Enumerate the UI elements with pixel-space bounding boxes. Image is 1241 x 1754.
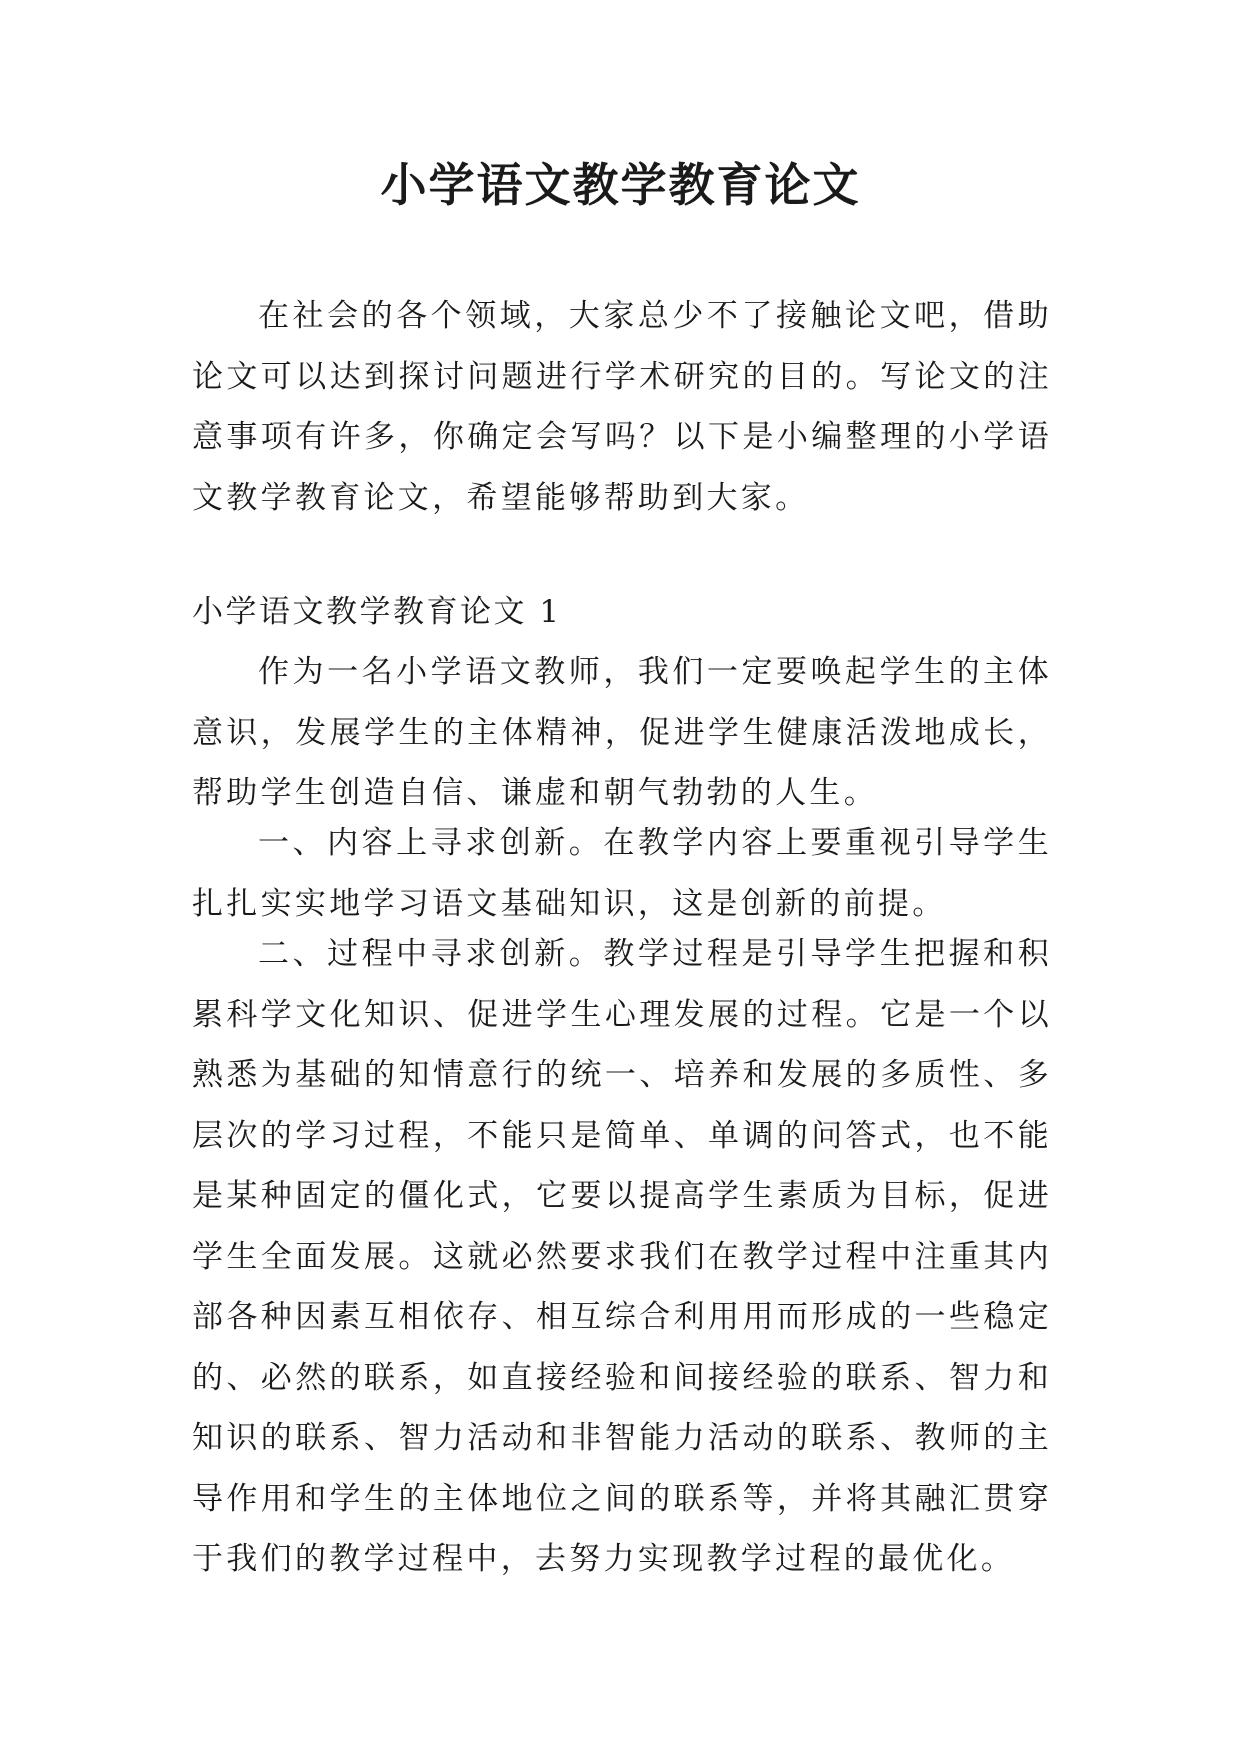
body-paragraph: 二、过程中寻求创新。教学过程是引导学生把握和积累科学文化知识、促进学生心理发展的过程。它是一个以熟悉为基础的知情意行的统一、培养和发展的多质性、多层次的学习过程，不能只是简单、单调的问答式，也不能是某种固定的僵化式，它要以提高学生素质为目标，促进学生全面发展。这就必然要求我们在教学过程中注重其内部各种因素互相依存、相互综合利用用而形成的一些稳定的、必然的联系，如直接经验和间接经验的联系、智力和知识的联系、智力活动和非智能力活动的联系、教师的主导作用和学生的主体地位之间的联系等，并将其融汇贯穿于我们的教学过程中，去努力实现教学过程的最优化。 [192,936,1052,1577]
page-title: 小学语文教学教育论文 [380,158,861,212]
body-paragraph: 作为一名小学语文教师，我们一定要唤起学生的主体意识，发展学生的主体精神，促进学生健康活泼地成长，帮助学生创造自信、谦虚和朝气勃勃的人生。 [192,654,1052,811]
intro-paragraph: 在社会的各个领域，大家总少不了接触论文吧，借助论文可以达到探讨问题进行学术研究的目的。写论文的注意事项有许多，你确定会写吗？以下是小编整理的小学语文教学教育论文，希望能够帮助到大家。 [192,298,1052,516]
section-heading: 小学语文教学教育论文 1 [192,594,562,630]
body-paragraph: 一、内容上寻求创新。在教学内容上要重视引导学生扎扎实实地学习语文基础知识，这是创新的前提。 [192,825,1052,922]
